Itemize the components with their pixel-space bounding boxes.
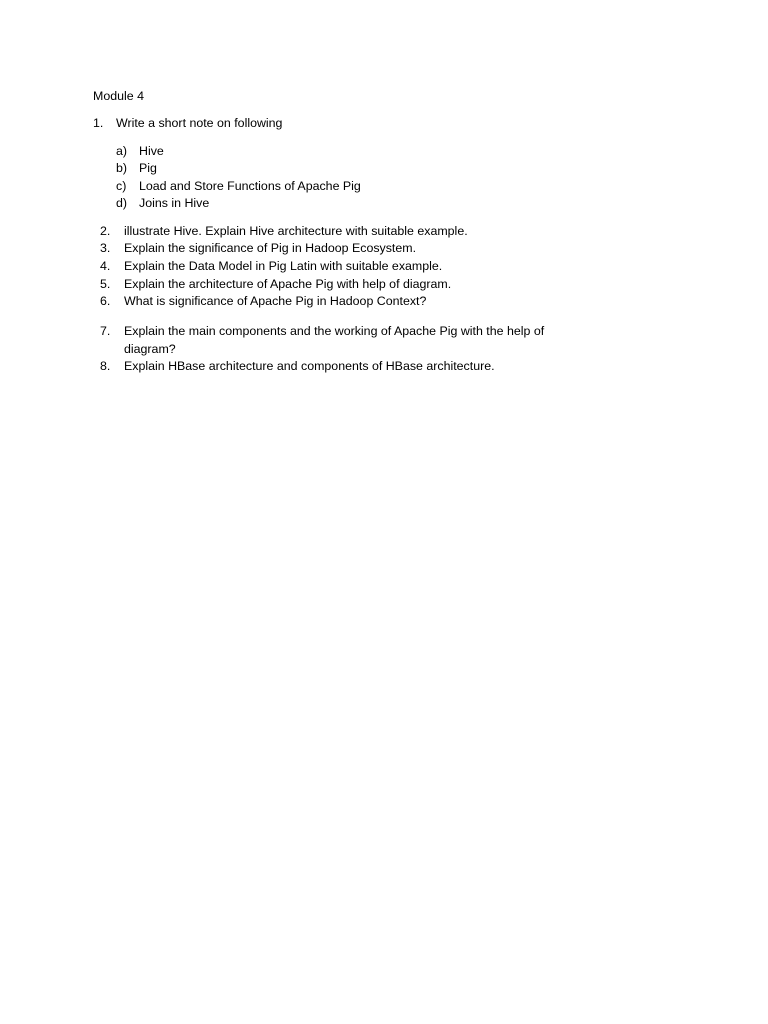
sub-item-letter: c) (116, 179, 127, 193)
question-text: Explain the main components and the working of Apache Pig with the help of diagram? (124, 324, 545, 356)
question-text: Explain the significance of Pig in Hadoop Ecosystem. (124, 241, 417, 255)
question-number: 1. (93, 116, 104, 130)
sub-item-letter: a) (116, 144, 128, 158)
question-number: 2. (100, 224, 111, 238)
question-text: illustrate Hive. Explain Hive architecture with suitable example. (124, 224, 468, 238)
sub-item-text: Joins in Hive (139, 196, 210, 210)
module-heading: Module 4 (93, 89, 144, 103)
question-number: 8. (100, 359, 111, 373)
question-number: 7. (100, 324, 111, 338)
sub-item-letter: b) (116, 161, 128, 175)
sub-item-text: Pig (139, 161, 157, 175)
sub-item-text: Hive (139, 144, 164, 158)
sub-item-text: Load and Store Functions of Apache Pig (139, 179, 361, 193)
sub-item-letter: d) (116, 196, 128, 210)
question-number: 5. (100, 277, 111, 291)
question-text: Explain the architecture of Apache Pig with help of diagram. (124, 277, 452, 291)
question-text: Explain the Data Model in Pig Latin with suitable example. (124, 259, 443, 273)
question-text: Explain HBase architecture and components of HBase architecture. (124, 359, 495, 373)
question-text: What is significance of Apache Pig in Hadoop Context? (124, 294, 427, 308)
question-text: Write a short note on following (116, 116, 283, 130)
question-number: 6. (100, 294, 111, 308)
question-number: 3. (100, 241, 111, 255)
question-number: 4. (100, 259, 111, 273)
